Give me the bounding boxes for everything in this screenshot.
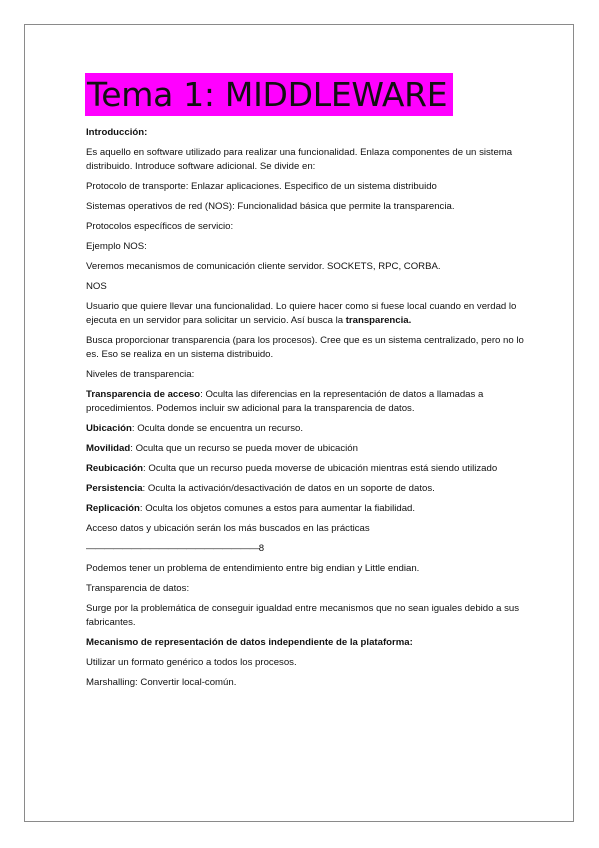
example-nos-paragraph: Ejemplo NOS:: [86, 241, 147, 252]
protocols-paragraph: Protocolos específicos de servicio:: [86, 221, 234, 232]
user-paragraph: [86, 300, 531, 328]
intro-heading: Introducción:: [86, 127, 148, 138]
generic-format-paragraph: Utilizar un formato genérico a todos los procesos.: [86, 657, 297, 668]
access-term: Transparencia de acceso: [86, 389, 201, 400]
persistence-term: Persistencia: [86, 483, 143, 494]
location-paragraph: [86, 422, 531, 436]
page-title: Tema 1: MIDDLEWARE: [85, 73, 453, 116]
seeks-paragraph: Busca proporcionar transparencia (para los procesos). Cree que es un sistema centralizado, pero no lo es. Eso se realiza en un sistema distribuido.: [86, 335, 524, 360]
nos-label: NOS: [86, 281, 107, 292]
replication-term: Replicación: [86, 503, 140, 514]
user-bold-term: transparencia.: [345, 315, 412, 326]
relocation-term: Reubicación: [86, 463, 144, 474]
marshalling-paragraph: Marshalling: Convertir local-común.: [86, 677, 237, 688]
endian-paragraph: Podemos tener un problema de entendimiento entre big endian y Little endian.: [86, 563, 420, 574]
location-term: Ubicación: [86, 423, 132, 434]
persistence-paragraph: [86, 482, 531, 496]
location-text: : Oculta donde se encuentra un recurso.: [131, 423, 304, 434]
access-location-paragraph: Acceso datos y ubicación serán los más buscados en las prácticas: [86, 523, 370, 534]
mobility-term: Movilidad: [86, 443, 131, 454]
access-text: : Oculta las diferencias en la representación de datos a llamadas a procedimientos. Podemos incluir sw adicional para la transparencia de datos.: [86, 389, 484, 414]
document-body: [86, 126, 531, 696]
replication-text: : Oculta los objetos comunes a estos para aumentar la fiabilidad.: [139, 503, 416, 514]
nos-systems-paragraph: Sistemas operativos de red (NOS): Funcionalidad básica que permite la transparencia.: [86, 201, 455, 212]
access-paragraph: [86, 388, 531, 416]
arises-paragraph: Surge por la problemática de conseguir igualdad entre mecanismos que no sean iguales debido a sus fabricantes.: [86, 603, 520, 628]
relocation-text: : Oculta que un recurso pueda moverse de ubicación mientras está siendo utilizado: [143, 463, 498, 474]
mechanism-heading: Mecanismo de representación de datos independiente de la plataforma:: [86, 637, 413, 648]
title-wrap: [85, 73, 453, 116]
transport-paragraph: Protocolo de transporte: Enlazar aplicaciones. Especifico de un sistema distribuido: [86, 181, 437, 192]
data-transparency-paragraph: Transparencia de datos:: [86, 583, 190, 594]
intro-paragraph: Es aquello en software utilizado para realizar una funcionalidad. Enlaza componentes de un sistema distribuido. Introduce software adicional. Se divide en:: [86, 147, 513, 172]
replication-paragraph: [86, 502, 531, 516]
divider-line: ———————————————————8: [86, 543, 264, 554]
relocation-paragraph: [86, 462, 531, 476]
document-page: [24, 24, 574, 822]
persistence-text: : Oculta la activación/desactivación de datos en un soporte de datos.: [142, 483, 435, 494]
mobility-text: : Oculta que un recurso se pueda mover de ubicación: [130, 443, 358, 454]
mobility-paragraph: [86, 442, 531, 456]
levels-paragraph: Niveles de transparencia:: [86, 369, 195, 380]
mechanisms-paragraph: Veremos mecanismos de comunicación cliente servidor. SOCKETS, RPC, CORBA.: [86, 261, 441, 272]
user-text: Usuario que quiere llevar una funcionalidad. Lo quiere hacer como si fuese local cuando en verdad lo ejecuta en un servidor para solicitar un servicio. Así busca la: [86, 301, 517, 326]
